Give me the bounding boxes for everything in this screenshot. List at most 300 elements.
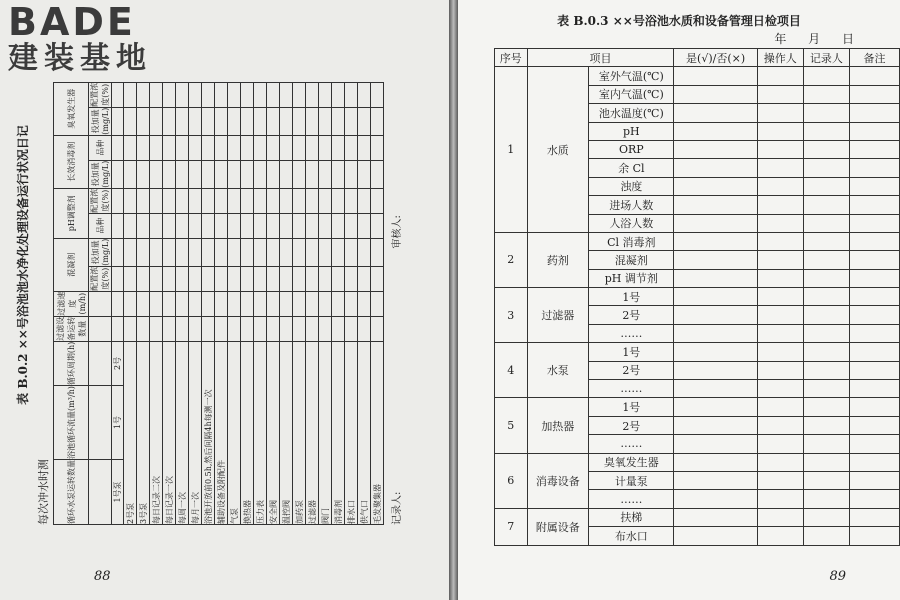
blank-cell [163,188,176,213]
filter-label: 1号 [112,386,124,460]
blank-cell [371,316,384,341]
blank-cell [89,341,112,385]
blank-cell [280,213,293,238]
table-row [495,232,900,250]
blank-cell [757,251,803,269]
blank-cell [849,214,899,232]
blank-cell [674,232,757,250]
blank-cell [371,291,384,316]
table-row [495,67,900,85]
blank-cell [189,291,202,316]
blank-cell [89,291,112,316]
blank-cell [293,238,306,266]
blank-cell [202,213,215,238]
blank-cell [112,188,124,213]
blank-cell [124,213,137,238]
log-row-label: 压力表 [254,341,267,524]
blank-cell [228,135,241,160]
blank-cell [163,107,176,135]
blank-cell [150,82,163,107]
blank-cell [345,238,358,266]
blank-cell [332,107,345,135]
group-name: 水泵 [527,343,589,398]
blank-cell [306,266,319,291]
blank-cell [189,135,202,160]
blank-cell [674,85,757,103]
blank-cell [137,291,150,316]
header-item: 项目 [527,49,674,67]
blank-cell [345,160,358,188]
blank-cell [150,107,163,135]
item-label: 1号 [589,288,674,306]
header-operator: 操作人 [757,49,803,67]
blank-cell [674,269,757,287]
blank-cell [176,291,189,316]
blank-cell [332,238,345,266]
blank-cell [254,238,267,266]
blank-cell [803,453,849,471]
blank-cell [215,266,228,291]
blank-cell [674,122,757,140]
blank-cell [757,508,803,526]
log-subheader-row [89,82,112,524]
blank-cell [757,416,803,434]
blank-cell [163,135,176,160]
blank-cell [803,67,849,85]
item-label: 2号 [589,361,674,379]
blank-cell [241,238,254,266]
log-row [202,82,215,524]
blank-cell [228,160,241,188]
blank-cell [267,135,280,160]
log-row [163,82,176,524]
log-header-cell: 过滤速度(m/h) [54,291,89,316]
log-subheader-cell: 投加量(mg/L) [89,107,112,135]
blank-cell [150,266,163,291]
blank-cell [757,380,803,398]
blank-cell [803,177,849,195]
blank-cell [215,213,228,238]
blank-cell [137,82,150,107]
watermark-chinese: 建装基地 [8,41,152,76]
blank-cell [202,188,215,213]
blank-cell [674,343,757,361]
blank-cell [332,160,345,188]
item-label: 浊度 [589,177,674,195]
blank-cell [306,160,319,188]
group-name: 药剂 [527,232,589,287]
blank-cell [124,291,137,316]
log-header-cell: pH调整剂 [54,188,89,238]
blank-cell [757,453,803,471]
blank-cell [674,508,757,526]
table-row [495,288,900,306]
log-row-label: 温控阀 [280,341,293,524]
header-remarks: 备注 [849,49,899,67]
blank-cell [319,188,332,213]
blank-cell [241,107,254,135]
blank-cell [345,107,358,135]
item-label: …… [589,435,674,453]
log-row-label: 气泵 [228,341,241,524]
blank-cell [849,380,899,398]
blank-cell [293,82,306,107]
blank-cell [137,107,150,135]
blank-cell [332,213,345,238]
log-row [293,82,306,524]
blank-cell [674,435,757,453]
blank-cell [254,160,267,188]
log-row-label: 供气口 [358,341,371,524]
blank-cell [150,238,163,266]
item-label: 2号 [589,306,674,324]
log-subheader-cell: 配置浓度(%) [90,266,110,291]
blank-cell [124,238,137,266]
table-row [495,508,900,526]
blank-cell [241,188,254,213]
blank-cell [757,324,803,342]
blank-cell [176,82,189,107]
blank-cell [267,316,280,341]
blank-cell [254,316,267,341]
blank-cell [254,107,267,135]
blank-cell [345,82,358,107]
blank-cell [849,453,899,471]
log-row-label: 安全阀 [267,341,280,524]
item-label: 1号 [589,398,674,416]
blank-cell [267,238,280,266]
group-seq: 3 [495,288,528,343]
blank-cell [674,177,757,195]
blank-cell [757,527,803,545]
blank-cell [332,82,345,107]
blank-cell [176,107,189,135]
group-name: 水质 [527,67,589,233]
blank-cell [319,135,332,160]
log-row [319,82,332,524]
blank-cell [803,343,849,361]
blank-cell [189,238,202,266]
blank-cell [89,460,112,525]
log-label-row [112,82,124,524]
item-label: 进场人数 [589,196,674,214]
blank-cell [137,188,150,213]
item-label: 混凝剂 [589,251,674,269]
pump-labels: 1号泵 [112,460,124,525]
log-row [124,82,137,524]
group-name: 消毒设备 [527,453,589,508]
blank-cell [241,291,254,316]
blank-cell [803,159,849,177]
blank-cell [176,213,189,238]
blank-cell [124,107,137,135]
blank-cell [332,266,345,291]
log-row [358,82,371,524]
blank-cell [280,238,293,266]
log-row [345,82,358,524]
blank-cell [112,82,124,107]
blank-cell [803,140,849,158]
item-label: 1号 [589,343,674,361]
blank-cell [267,291,280,316]
blank-cell [803,306,849,324]
blank-cell [674,527,757,545]
blank-cell [202,107,215,135]
blank-cell [319,291,332,316]
blank-cell [202,135,215,160]
log-row-label: 每日记录一次 [163,341,176,524]
header-yesno: 是(√)/否(×) [674,49,757,67]
blank-cell [674,416,757,434]
right-page [458,0,900,600]
blank-cell [189,160,202,188]
blank-cell [849,269,899,287]
log-header-row [54,82,89,524]
blank-cell [189,82,202,107]
blank-cell [345,188,358,213]
blank-cell [150,160,163,188]
blank-cell [254,135,267,160]
blank-cell [319,238,332,266]
blank-cell [757,67,803,85]
blank-cell [228,291,241,316]
blank-cell [849,177,899,195]
blank-cell [757,104,803,122]
blank-cell [757,122,803,140]
blank-cell [849,398,899,416]
blank-cell [228,82,241,107]
blank-cell [371,160,384,188]
blank-cell [757,232,803,250]
blank-cell [757,398,803,416]
blank-cell [228,316,241,341]
blank-cell [267,266,280,291]
blank-cell [163,238,176,266]
log-row-label: 消毒剂 [332,341,345,524]
blank-cell [849,140,899,158]
blank-cell [803,269,849,287]
group-seq: 1 [495,67,528,233]
blank-cell [280,160,293,188]
left-page-number: 88 [94,569,111,584]
item-label: 2号 [589,416,674,434]
blank-cell [241,316,254,341]
bade-watermark-logo [8,2,152,76]
blank-cell [112,316,124,341]
blank-cell [849,527,899,545]
operation-log-grid [53,82,384,525]
blank-cell [241,135,254,160]
blank-cell [674,306,757,324]
blank-cell [849,343,899,361]
blank-cell [124,266,137,291]
blank-cell [757,435,803,453]
log-row [150,82,163,524]
blank-cell [757,269,803,287]
blank-cell [849,196,899,214]
blank-cell [306,316,319,341]
blank-cell [280,266,293,291]
blank-cell [371,188,384,213]
blank-cell [345,266,358,291]
watermark-english: BADE [8,0,136,44]
blank-cell [358,238,371,266]
left-table-top-label: 每次冲水时测 [37,459,50,525]
item-label: 池水温度(℃) [589,104,674,122]
blank-cell [674,471,757,489]
log-row-label: 每月一次 [189,341,202,524]
blank-cell [757,471,803,489]
blank-cell [358,266,371,291]
blank-cell [228,266,241,291]
blank-cell [674,196,757,214]
blank-cell [371,135,384,160]
blank-cell [674,490,757,508]
blank-cell [228,238,241,266]
blank-cell [89,316,112,341]
blank-cell [163,266,176,291]
log-row [280,82,293,524]
blank-cell [306,82,319,107]
blank-cell [176,238,189,266]
blank-cell [254,188,267,213]
group-name: 加热器 [527,398,589,453]
item-label: 余 Cl [589,159,674,177]
blank-cell [358,160,371,188]
blank-cell [124,316,137,341]
blank-cell [163,160,176,188]
blank-cell [674,288,757,306]
log-row [137,82,150,524]
blank-cell [267,107,280,135]
log-row [176,82,189,524]
item-label: 布水口 [589,527,674,545]
blank-cell [849,324,899,342]
blank-cell [306,213,319,238]
blank-cell [202,291,215,316]
rotated-operation-log-table [14,5,403,525]
log-row-label: 过滤器 [306,341,319,524]
blank-cell [280,82,293,107]
blank-cell [757,343,803,361]
group-name: 附属设备 [527,508,589,545]
blank-cell [124,160,137,188]
blank-cell [849,306,899,324]
blank-cell [241,266,254,291]
blank-cell [674,398,757,416]
item-label: …… [589,490,674,508]
daily-inspection-table [494,48,900,546]
blank-cell [803,416,849,434]
blank-cell [124,188,137,213]
blank-cell [112,107,124,135]
blank-cell [306,188,319,213]
blank-cell [358,213,371,238]
blank-cell [674,251,757,269]
log-subheader-cell: 品种 [89,213,112,238]
blank-cell [189,188,202,213]
group-seq: 6 [495,453,528,508]
blank-cell [849,122,899,140]
blank-cell [849,232,899,250]
blank-cell [112,135,124,160]
blank-cell [202,160,215,188]
blank-cell [176,266,189,291]
blank-cell [215,188,228,213]
item-label: ORP [589,140,674,158]
blank-cell [849,251,899,269]
blank-cell [254,82,267,107]
blank-cell [371,107,384,135]
blank-cell [319,82,332,107]
blank-cell [371,266,384,291]
blank-cell [280,135,293,160]
blank-cell [849,67,899,85]
item-label: 人浴人数 [589,214,674,232]
date-label: 年 月 日 [774,32,854,46]
blank-cell [849,508,899,526]
blank-cell [358,107,371,135]
blank-cell [332,188,345,213]
item-label: pH [589,122,674,140]
blank-cell [849,416,899,434]
blank-cell [254,266,267,291]
item-label: 扶梯 [589,508,674,526]
blank-cell [358,188,371,213]
blank-cell [150,291,163,316]
blank-cell [293,213,306,238]
blank-cell [189,316,202,341]
blank-cell [137,316,150,341]
blank-cell [757,140,803,158]
blank-cell [757,288,803,306]
log-header-cell: 循环周期(h) [54,341,89,385]
table-row [495,343,900,361]
blank-cell [371,82,384,107]
blank-cell [89,386,112,460]
blank-cell [674,324,757,342]
blank-cell [674,67,757,85]
blank-cell [674,380,757,398]
blank-cell [849,435,899,453]
blank-cell [849,159,899,177]
blank-cell [202,266,215,291]
blank-cell [293,107,306,135]
blank-cell [803,104,849,122]
blank-cell [124,82,137,107]
log-row [371,82,384,524]
blank-cell [215,107,228,135]
blank-cell [345,291,358,316]
log-subheader-cell: 品种 [89,135,112,160]
log-row [306,82,319,524]
header-recorder: 记录人 [803,49,849,67]
blank-cell [189,213,202,238]
blank-cell [332,316,345,341]
blank-cell [674,214,757,232]
log-row-label: 加药泵 [293,341,306,524]
blank-cell [306,238,319,266]
blank-cell [112,291,124,316]
log-row [189,82,202,524]
blank-cell [137,266,150,291]
blank-cell [674,104,757,122]
blank-cell [332,135,345,160]
blank-cell [674,140,757,158]
blank-cell [202,82,215,107]
blank-cell [757,361,803,379]
blank-cell [280,316,293,341]
